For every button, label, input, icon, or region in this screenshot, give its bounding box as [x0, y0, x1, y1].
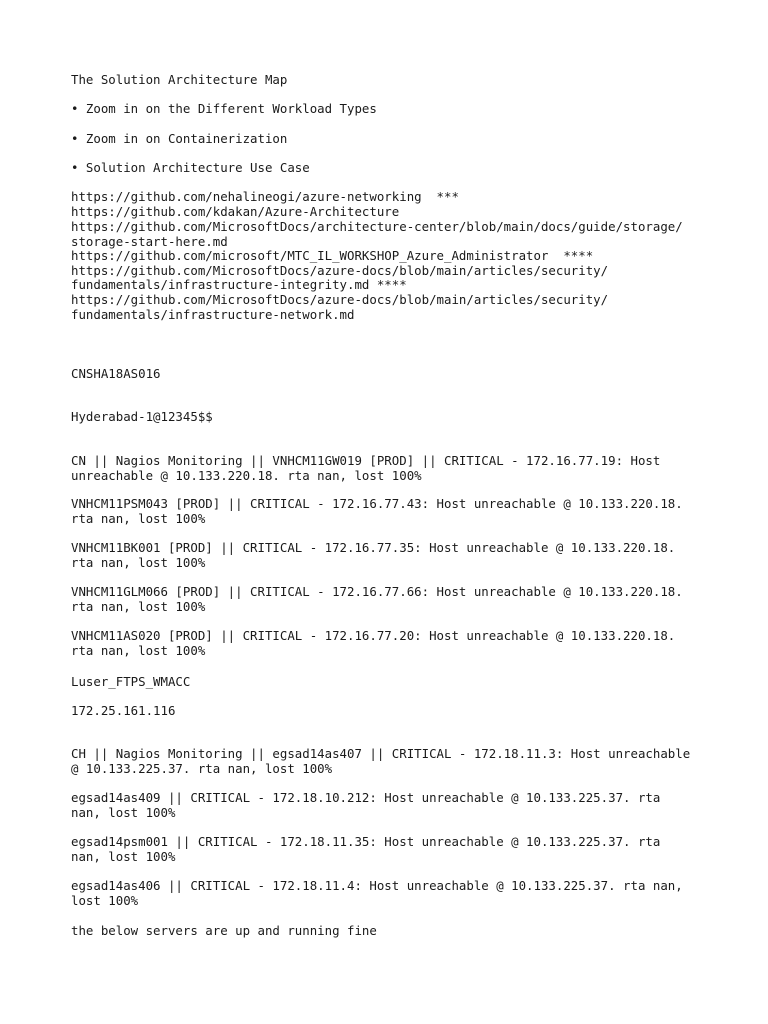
- bullet-item: • Zoom in on Containerization: [71, 131, 288, 146]
- alert-entry: egsad14as409 || CRITICAL - 172.18.10.212: Host unreachable @ 10.133.225.37. rta nan, lost 100%: [71, 790, 661, 820]
- link-line[interactable]: https://github.com/MicrosoftDocs/azure-docs/blob/main/articles/security/: [71, 263, 609, 278]
- link-line[interactable]: https://github.com/microsoft/MTC_IL_WORKSHOP_Azure_Administrator ****: [71, 248, 594, 263]
- alert-entry: VNHCM11BK001 [PROD] || CRITICAL - 172.16.77.35: Host unreachable @ 10.133.220.18. rta nan, lost 100%: [71, 540, 676, 570]
- bullet-item: • Solution Architecture Use Case: [71, 160, 310, 175]
- link-line[interactable]: fundamentals/infrastructure-integrity.md ****: [71, 277, 407, 292]
- alert-entry: VNHCM11AS020 [PROD] || CRITICAL - 172.16.77.20: Host unreachable @ 10.133.220.18. rta nan, lost 100%: [71, 628, 676, 658]
- alert-entry: egsad14as406 || CRITICAL - 172.18.11.4: Host unreachable @ 10.133.225.37. rta nan, lost 100%: [71, 878, 683, 908]
- user-text: Luser_FTPS_WMACC: [71, 674, 191, 689]
- document-title: The Solution Architecture Map: [71, 72, 288, 87]
- link-line[interactable]: storage-start-here.md: [71, 234, 228, 249]
- link-line[interactable]: https://github.com/kdakan/Azure-Architecture: [71, 204, 400, 219]
- hostname-text: CNSHA18AS016: [71, 366, 161, 381]
- alert-entry: egsad14psm001 || CRITICAL - 172.18.11.35: Host unreachable @ 10.133.225.37. rta nan, lost 100%: [71, 834, 661, 864]
- alert-entry: CN || Nagios Monitoring || VNHCM11GW019 [PROD] || CRITICAL - 172.16.77.19: Host unreachable @ 10.133.220.18. rta nan, lost 100%: [71, 453, 661, 483]
- alert-entry: CH || Nagios Monitoring || egsad14as407 || CRITICAL - 172.18.11.3: Host unreachable @ 10.133.225.37. rta nan, lost 100%: [71, 746, 691, 776]
- password-text: Hyderabad-1@12345$$: [71, 409, 213, 424]
- link-line[interactable]: https://github.com/MicrosoftDocs/azure-docs/blob/main/articles/security/: [71, 292, 609, 307]
- link-line[interactable]: https://github.com/MicrosoftDocs/architecture-center/blob/main/docs/guide/storage/: [71, 219, 683, 234]
- ip-text: 172.25.161.116: [71, 703, 176, 718]
- bullet-item: • Zoom in on the Different Workload Types: [71, 101, 377, 116]
- link-line[interactable]: https://github.com/nehalineogi/azure-networking ***: [71, 189, 459, 204]
- alert-entry: VNHCM11PSM043 [PROD] || CRITICAL - 172.16.77.43: Host unreachable @ 10.133.220.18. rta nan, lost 100%: [71, 496, 683, 526]
- link-line[interactable]: fundamentals/infrastructure-network.md: [71, 307, 355, 322]
- alert-entry: VNHCM11GLM066 [PROD] || CRITICAL - 172.16.77.66: Host unreachable @ 10.133.220.18. rta nan, lost 100%: [71, 584, 683, 614]
- footer-note: the below servers are up and running fine: [71, 923, 377, 938]
